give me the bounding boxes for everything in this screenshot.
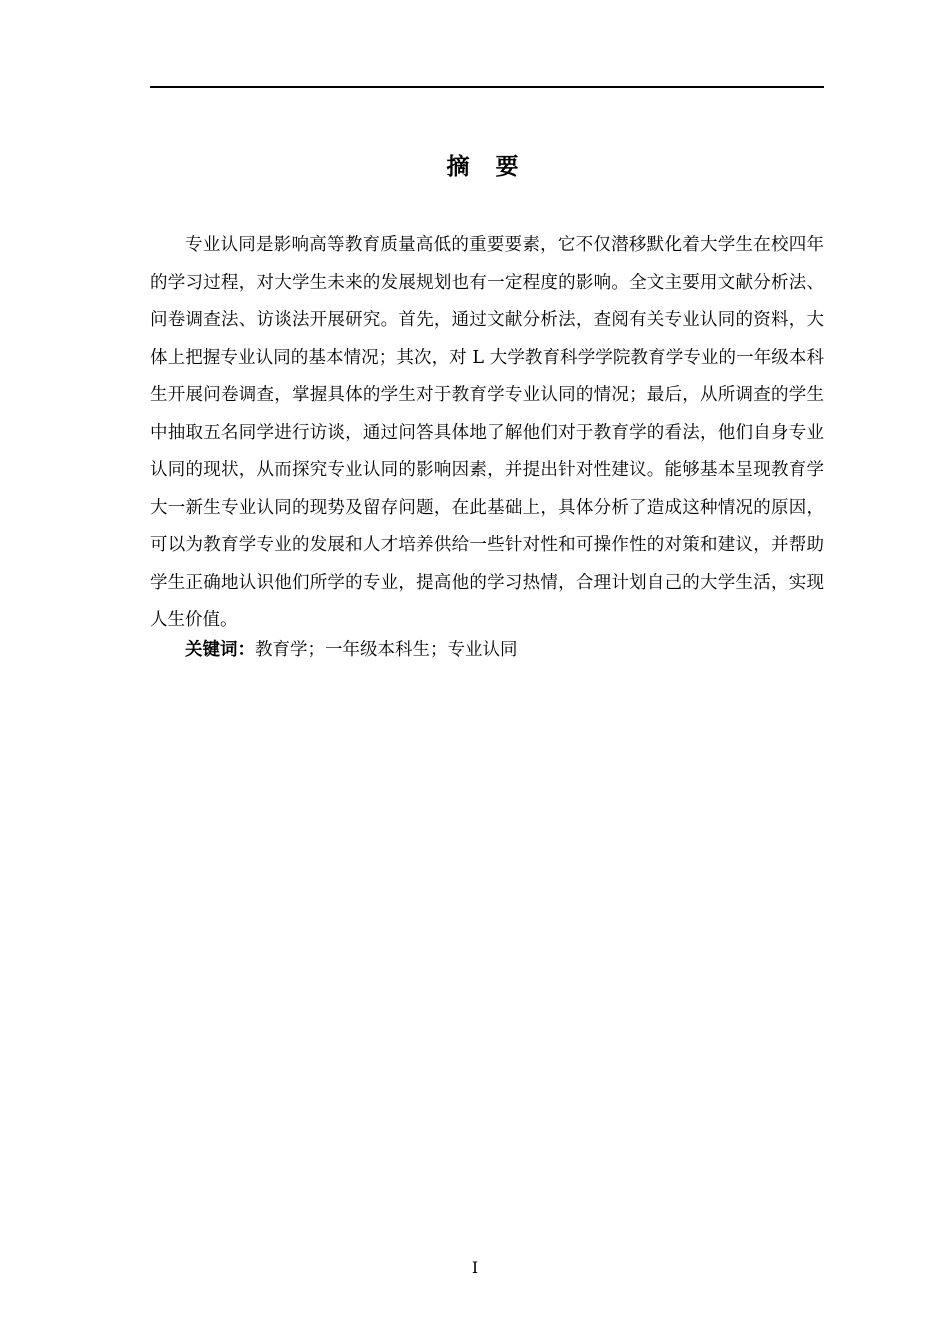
abstract-paragraph: 专业认同是影响高等教育质量高低的重要要素，它不仅潜移默化着大学生在校四年的学习过程，对大学生未来的发展规划也有一定程度的影响。全文主要用文献分析法、问卷调查法、访谈法开展研究。首先，通过文献分析法，查阅有关专业认同的资料，大体上把握专业认同的基本情况；其次，对 L 大学教育科学学院教育学专业的一年级本科生开展问卷调查，掌握具体的学生对于教育学专业认同的情况；最后，从所调查的学生中抽取五名同学进行访谈，通过问答具体地了解他们对于教育学的看法，他们自身专业认同的现状，从而探究专业认同的影响因素，并提出针对性建议。能够基本呈现教育学大一新生专业认同的现势及留存问题，在此基础上，具体分析了造成这种情况的原因，可以为教育学专业的发展和人才培养供给一些针对性和可操作性的对策和建议，并帮助学生正确地认识他们所学的专业，提高他的学习热情，合理计划自己的大学生活，实现人生价值。 [150,235,824,630]
page-number: I [471,1258,479,1277]
keywords-label: 关键词： [185,640,255,660]
page-title: 摘 要 [446,154,528,180]
keywords-line [150,632,824,670]
header-rule [150,86,824,88]
keywords-text: 教育学；一年级本科生；专业认同 [255,640,518,660]
